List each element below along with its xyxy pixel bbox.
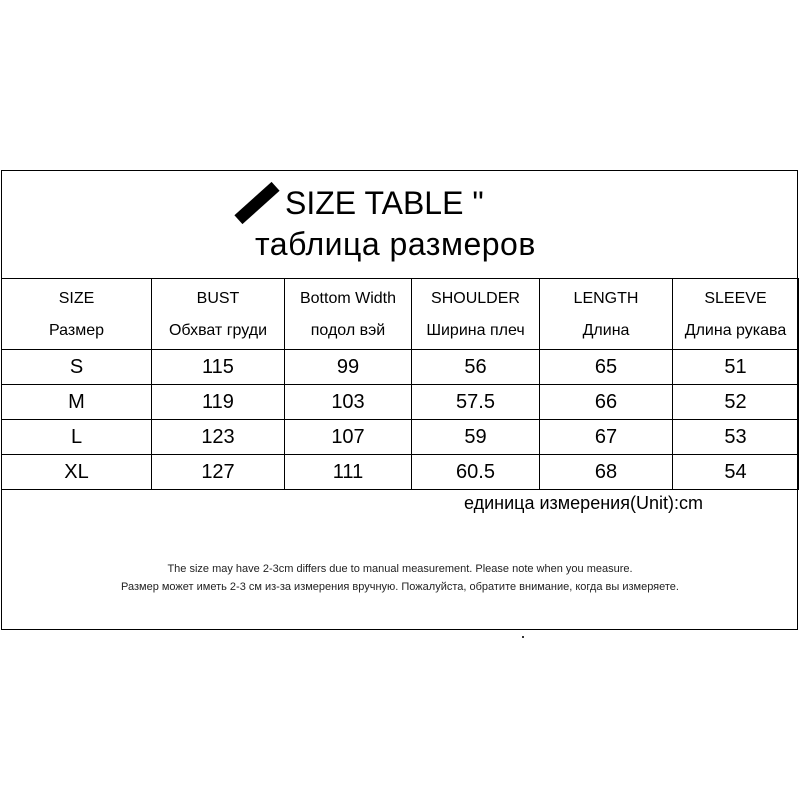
header-cell-length [540,279,673,350]
header-label-en: SHOULDER [431,290,520,307]
table-cell: 103 [285,385,412,420]
header-cell-bottom-width [285,279,412,350]
table-cell: 127 [152,455,285,490]
table-cell: 67 [540,420,673,455]
table-cell: 115 [152,350,285,385]
table-row [2,455,799,490]
table-cell: 111 [285,455,412,490]
header-label-ru: Длина [582,322,630,339]
title-russian: таблица размеров [255,226,536,262]
header-label-ru: Ширина плеч [426,322,525,339]
speck-dot [522,636,524,638]
header-label-ru: Обхват груди [168,322,267,339]
table-cell: 65 [540,350,673,385]
unit-note: единица измерения(Unit):cm [464,493,703,513]
header-label-ru: Длина рукава [684,322,787,339]
table-row [2,385,799,420]
table-cell: 68 [540,455,673,490]
table-cell: XL [2,455,152,490]
header-label-en: Bottom Width [299,290,397,307]
disclaimer-english: The size may have 2-3cm differs due to manual measurement. Please note when you measure. [167,563,633,575]
header-cell-sleeve [673,279,799,350]
table-cell: 119 [152,385,285,420]
title-english: SIZE TABLE " [285,184,484,221]
header-label-en: BUST [196,290,240,307]
table-cell: 54 [673,455,799,490]
table-cell: 52 [673,385,799,420]
header-label-en: SIZE [58,290,95,307]
table-row [2,350,799,385]
table-cell: 56 [412,350,540,385]
table-cell: 107 [285,420,412,455]
table-cell: L [2,420,152,455]
header-label-en: LENGTH [573,290,639,307]
table-cell: 57.5 [412,385,540,420]
header-cell-shoulder [412,279,540,350]
table-cell: M [2,385,152,420]
size-table [1,278,799,490]
title-row [243,183,484,223]
header-cell-bust [152,279,285,350]
header-label-ru: Размер [49,322,104,339]
table-header-row [2,279,799,350]
table-cell: 51 [673,350,799,385]
table-cell: S [2,350,152,385]
header-label-ru: подол вэй [310,322,386,339]
table-row [2,420,799,455]
table-cell: 53 [673,420,799,455]
header-label-en: SLEEVE [704,290,767,307]
table-cell: 60.5 [412,455,540,490]
disclaimer-russian: Размер может иметь 2-3 см из-за измерения вручную. Пожалуйста, обратите внимание, когда вы измеряете. [121,581,679,593]
table-cell: 123 [152,420,285,455]
header-cell-size [2,279,152,350]
table-cell: 99 [285,350,412,385]
table-cell: 59 [412,420,540,455]
table-cell: 66 [540,385,673,420]
